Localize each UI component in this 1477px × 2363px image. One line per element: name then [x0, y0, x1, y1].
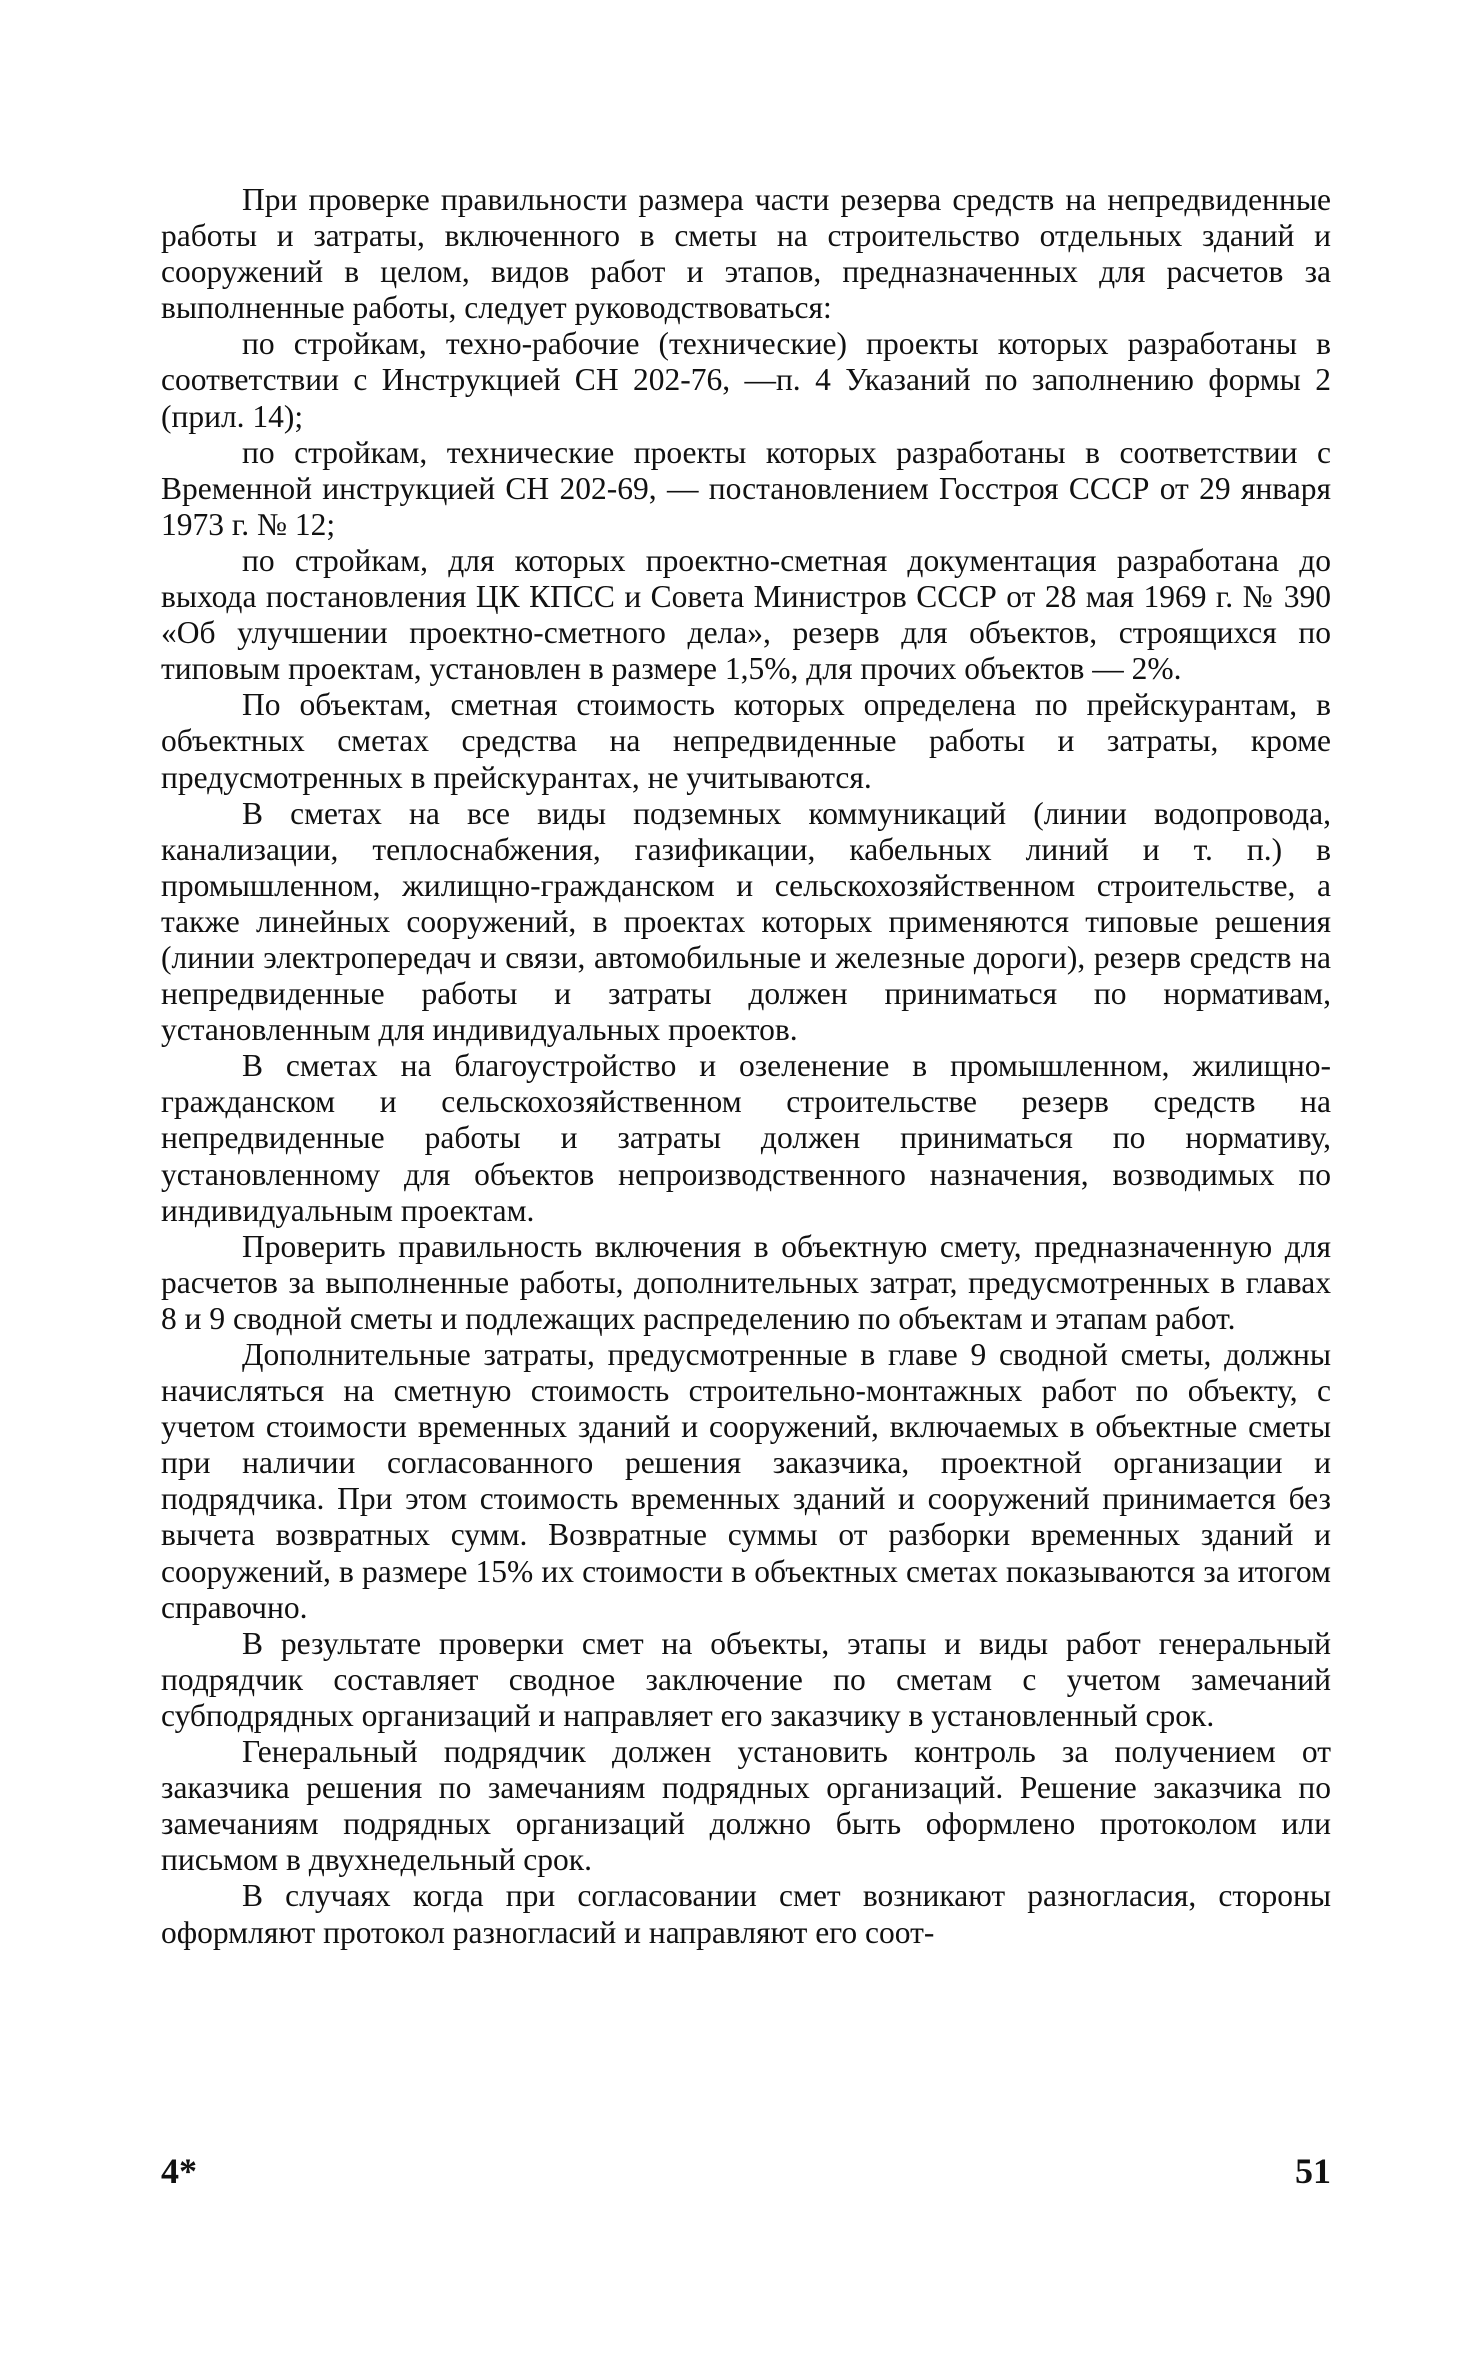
page-footer — [161, 2146, 1331, 2196]
page-body — [161, 182, 1331, 1951]
page-number: 51 — [1295, 2151, 1331, 2191]
paragraph: В сметах на все виды подземных коммуникаций (линии водопровода, канализации, теплоснабжения, газификации, кабельных линий и т. п.) в промышленном, жилищно-гражданском и сельскохозяйственном строительстве, а также линейных сооружений, в проектах которых применяются типовые решения (линии электропередач и связи, автомобильные и железные дороги), резерв средств на непредвиденные работы и затраты должен приниматься по нормативам, установленным для индивидуальных проектов. — [161, 795, 1331, 1048]
paragraph: по стройкам, для которых проектно-сметная документация разработана до выхода постановления ЦК КПСС и Совета Министров СССР от 28 мая 1969 г. № 390 «Об улучшении проектно-сметного дела», резерв для объектов, строящихся по типовым проектам, установлен в размере 1,5%, для прочих объектов — 2%. — [161, 542, 1331, 687]
paragraph: по стройкам, технические проекты которых разработаны в соответствии с Временной инструкцией СН 202-69, — постановлением Госстроя СССР от 29 января 1973 г. № 12; — [161, 434, 1331, 542]
paragraph: При проверке правильности размера части резерва средств на непредвиденные работы и затраты, включенного в сметы на строительство отдельных зданий и сооружений в целом, видов работ и этапов, предназначенных для расчетов за выполненные работы, следует руководствоваться: — [161, 182, 1331, 326]
paragraph: Проверить правильность включения в объектную смету, предназначенную для расчетов за выполненные работы, дополнительных затрат, предусмотренных в главах 8 и 9 сводной сметы и подлежащих распределению по объектам и этапам работ. — [161, 1228, 1331, 1336]
paragraph: В случаях когда при согласовании смет возникают разногласия, стороны оформляют протокол разногласий и направляют его соот- — [161, 1878, 1331, 1950]
signature-mark: 4* — [161, 2151, 197, 2191]
paragraph: по стройкам, техно-рабочие (технические) проекты которых разработаны в соответствии с Инструкцией СН 202-76, —п. 4 Указаний по заполнению формы 2 (прил. 14); — [161, 326, 1331, 434]
paragraph: Дополнительные затраты, предусмотренные в главе 9 сводной сметы, должны начисляться на сметную стоимость строительно-монтажных работ по объекту, с учетом стоимости временных зданий и сооружений, включаемых в объектные сметы при наличии согласованного решения заказчика, проектной организации и подрядчика. При этом стоимость временных зданий и сооружений принимается без вычета возвратных сумм. Возвратные суммы от разборки временных зданий и сооружений, в размере 15% их стоимости в объектных сметах показываются за итогом справочно. — [161, 1337, 1331, 1625]
paragraph: По объектам, сметная стоимость которых определена по прейскурантам, в объектных сметах средства на непредвиденные работы и затраты, кроме предусмотренных в прейскурантах, не учитываются. — [161, 687, 1331, 795]
paragraph: В результате проверки смет на объекты, этапы и виды работ генеральный подрядчик составляет сводное заключение по сметам с учетом замечаний субподрядных организаций и направляет его заказчику в установленный срок. — [161, 1625, 1331, 1733]
paragraph: В сметах на благоустройство и озеленение в промышленном, жилищно-гражданском и сельскохозяйственном строительстве резерв средств на непредвиденные работы и затраты должен приниматься по нормативу, установленному для объектов непроизводственного назначения, возводимых по индивидуальным проектам. — [161, 1048, 1331, 1228]
paragraph: Генеральный подрядчик должен установить контроль за получением от заказчика решения по замечаниям подрядных организаций. Решение заказчика по замечаниям подрядных организаций должно быть оформлено протоколом или письмом в двухнедельный срок. — [161, 1734, 1331, 1878]
